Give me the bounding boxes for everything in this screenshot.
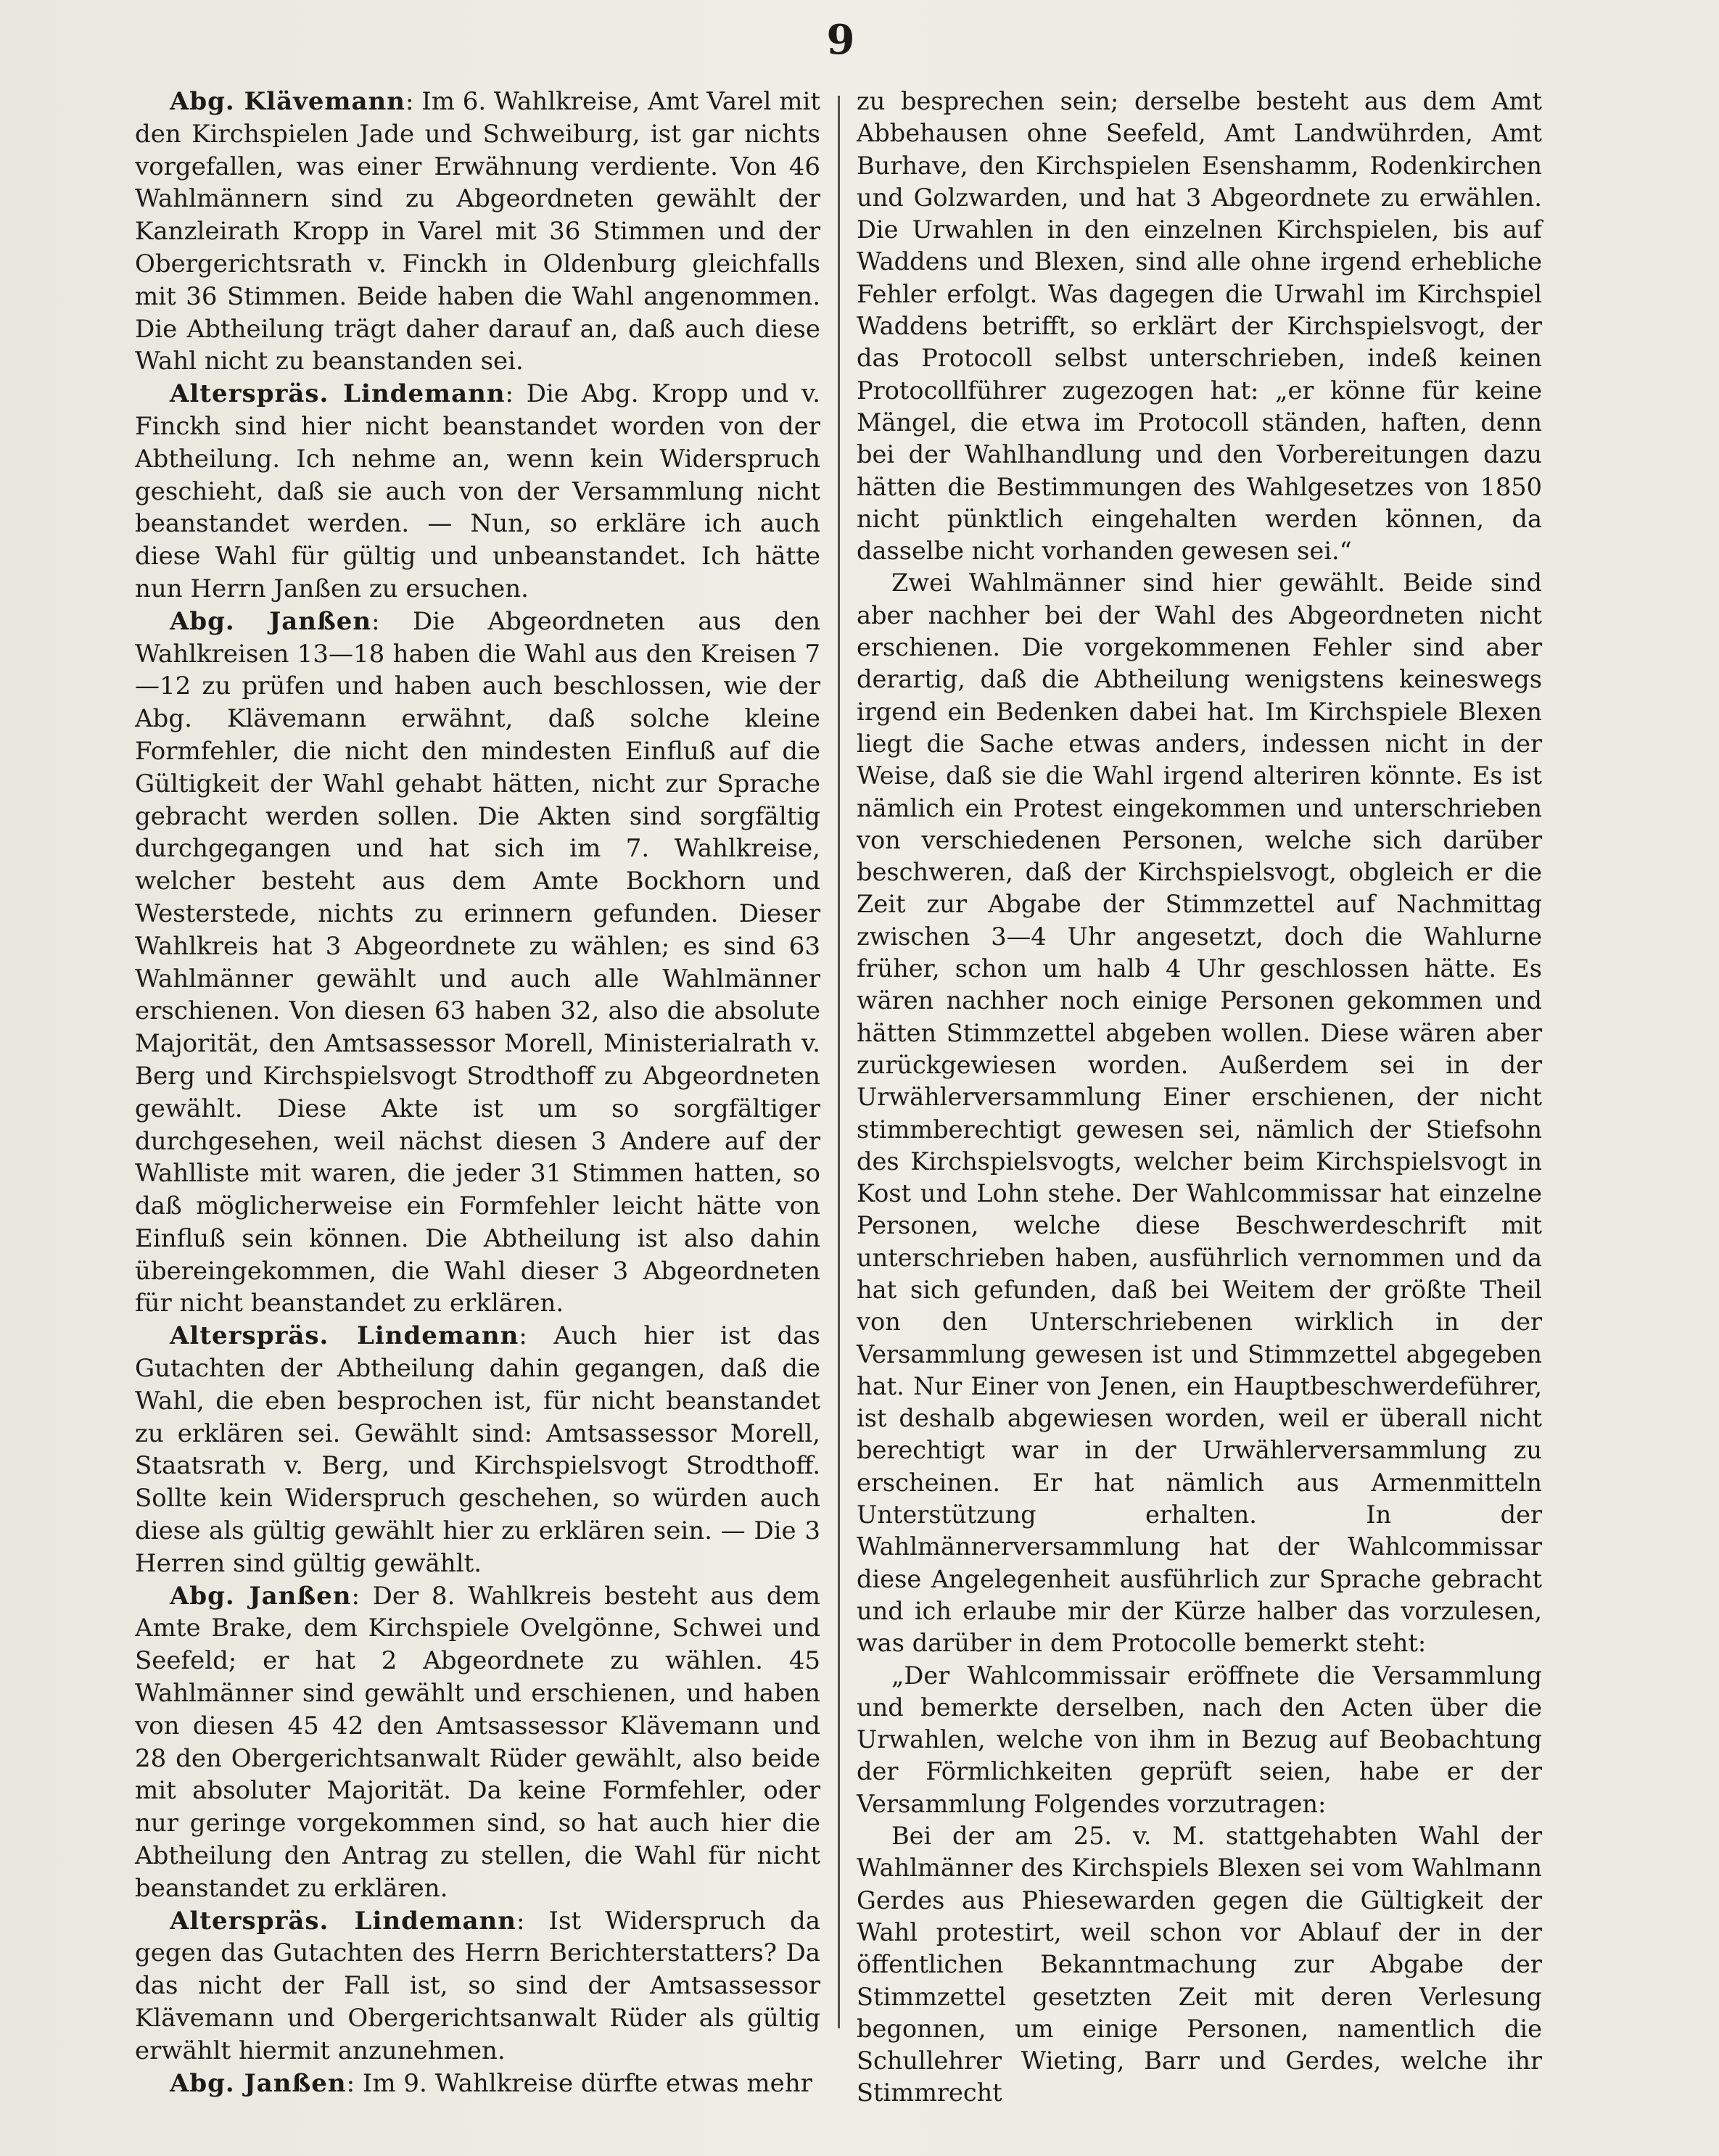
speaker-name: Alterspräs. Lindemann — [170, 379, 506, 409]
paragraph: zu besprechen sein; derselbe besteht aus dem Amt Abbehausen ohne Seefeld, Amt Landwührden, Amt Burhave, den Kirchspielen Esenshamm, Rodenkirchen und Golzwarden, und hat 3 Abgeordnete zu erwählen. Die Urwahlen in den einzelnen Kirchspielen, bis auf Waddens und Blexen, sind alle ohne irgend erhebliche Fehler erfolgt. Was dagegen die Urwahl im Kirchspiel Waddens betrifft, so erklärt der Kirchspielsvogt, der das Protocoll selbst unterschrieben, indeß keinen Protocollführer zugezogen hat: „er könne für keine Mängel, die etwa im Protocoll ständen, haften, denn bei der Wahlhandlung und den Vorbereitungen dazu hätten die Bestimmungen des Wahlgesetzes von 1850 nicht pünktlich eingehalten werden können, da dasselbe nicht vorhanden gewesen sei.“ — [857, 87, 1542, 566]
speaker-name: Alterspräs. Lindemann — [170, 1321, 519, 1351]
paragraph: „Der Wahlcommissair eröffnete die Versammlung und bemerkte derselben, nach den Acten über die Urwahlen, welche von ihm in Bezug auf Beobachtung der Förmlichkeiten geprüft seien, habe er der Versammlung Folgendes vorzutragen: — [857, 1661, 1542, 1818]
paragraph-text: : Im 6. Wahlkreise, Amt Varel mit den Kirchspielen Jade und Schweiburg, ist gar nichts vorgefallen, was einer Erwähnung verdiente. Von 46 Wahlmännern sind zu Abgeordneten gewählt der Kanzleirath Kropp in Varel mit 36 Stimmen und der Obergerichtsrath v. Finckh in Oldenburg gleichfalls mit 36 Stimmen. Beide haben die Wahl angenommen. Die Abtheilung trägt daher darauf an, daß auch diese Wahl nicht zu beanstanden sei. — [135, 87, 821, 376]
paragraph-text: : Die Abg. Kropp und v. Finckh sind hier nicht beanstandet worden von der Abtheilung. Ich nehme an, wenn kein Widerspruch geschieht, daß sie auch von der Versammlung nicht beanstandet werden. — Nun, so erkläre ich auch diese Wahl für gültig und unbeanstandet. Ich hätte nun Herrn Janßen zu ersuchen. — [135, 379, 820, 603]
paragraph: Zwei Wahlmänner sind hier gewählt. Beide sind aber nachher bei der Wahl des Abgeordneten nicht erschienen. Die vorgekommenen Fehler sind aber derartig, daß die Abtheilung wenigstens keineswegs irgend ein Bedenken dabei hat. Im Kirchspiele Blexen liegt die Sache etwas anders, indessen nicht in der Weise, daß sie die Wahl irgend alteriren könnte. Es ist nämlich ein Protest eingekommen und unterschrieben von verschiedenen Personen, welche sich darüber beschweren, daß der Kirchspielsvogt, obgleich er die Zeit zur Abgabe der Stimmzettel auf Nachmittag zwischen 3—4 Uhr angesetzt, doch die Wahlurne früher, schon um halb 4 Uhr geschlossen hätte. Es wären nachher noch einige Personen gekommen und hätten Stimmzettel abgeben wollen. Diese wären aber zurückgewiesen worden. Außerdem sei in der Urwählerversammlung Einer erschienen, der nicht stimmberechtigt gewesen sei, nämlich der Stiefsohn des Kirchspielsvogts, welcher beim Kirchspielsvogt in Kost und Lohn stehe. Der Wahlcommissar hat einzelne Personen, welche diese Beschwerdeschrift mit unterschrieben haben, ausführlich vernommen und da hat sich gefunden, daß bei Weitem der größte Theil von den Unterschriebenen wirklich in der Versammlung gewesen ist und Stimmzettel abgegeben hat. Nur Einer von Jenen, ein Hauptbeschwerdeführer, ist deshalb abgewiesen worden, weil er überall nicht berechtigt war in der Urwählerversammlung zu erscheinen. Er hat nämlich aus Armenmitteln Unterstützung erhalten. In der Wahlmännerversammlung hat der Wahlcommissar diese Angelegenheit ausführlich zur Sprache gebracht und ich erlaube mir der Kürze halber das vorzulesen, was darüber in dem Protocolle bemerkt steht: — [857, 569, 1542, 1658]
speaker-name: Abg. Janßen — [170, 1581, 352, 1611]
paragraph — [135, 378, 820, 606]
paragraph — [135, 2068, 820, 2100]
column-divider — [838, 96, 840, 2028]
paragraph-text: : Im 9. Wahlkreise dürfte etwas mehr — [346, 2068, 812, 2098]
paragraph — [135, 606, 820, 1321]
speaker-name: Abg. Janßen — [170, 2068, 347, 2098]
paragraph — [135, 1580, 820, 1905]
paragraph-text: : Ist Widerspruch da gegen das Gutachten des Herrn Berichterstatters? Da das nicht der Fall ist, so sind der Amtsassessor Klävemann und Obergerichtsanwalt Rüder als gültig erwählt hiermit anzunehmen. — [135, 1906, 820, 2065]
speaker-name: Abg. Janßen — [170, 606, 372, 636]
right-column — [857, 86, 1542, 2116]
left-column — [135, 86, 820, 2116]
paragraph: Bei der am 25. v. M. stattgehabten Wahl der Wahlmänner des Kirchspiels Blexen sei vom Wahlmann Gerdes aus Phiesewarden gegen die Gültigkeit der Wahl protestirt, weil schon vor Ablauf der in der öffentlichen Bekanntmachung zur Abgabe der Stimmzettel gesetzten Zeit mit deren Verlesung begonnen, um einige Personen, namentlich die Schullehrer Wieting, Barr und Gerdes, welche ihr Stimmrecht — [857, 1822, 1542, 2107]
paragraph-text: : Der 8. Wahlkreis besteht aus dem Amte Brake, dem Kirchspiele Ovelgönne, Schwei und Seefeld; er hat 2 Abgeordnete zu wählen. 45 Wahlmänner sind gewählt und erschienen, und haben von diesen 45 42 den Amtsassessor Klävemann und 28 den Obergerichtsanwalt Rüder gewählt, also beide mit absoluter Majorität. Da keine Formfehler, oder nur geringe vorgekommen sind, so hat auch hier die Abtheilung den Antrag zu stellen, die Wahl für nicht beanstandet zu erklären. — [135, 1581, 820, 1903]
paragraph-text: : Auch hier ist das Gutachten der Abtheilung dahin gegangen, daß die Wahl, die eben besprochen ist, für nicht beanstandet zu erklären sei. Gewählt sind: Amtsassessor Morell, Staatsrath v. Berg, und Kirchspielsvogt Strodthoff. Sollte kein Widerspruch geschehen, so würden auch diese als gültig gewählt hier zu erklären sein. — Die 3 Herren sind gültig gewählt. — [135, 1321, 820, 1578]
page-number: 9 — [826, 16, 857, 64]
speaker-name: Abg. Klävemann — [170, 87, 405, 116]
paragraph — [135, 86, 820, 378]
speaker-name: Alterspräs. Lindemann — [170, 1906, 516, 1936]
paragraph — [135, 1905, 820, 2068]
paragraph — [135, 1320, 820, 1579]
paragraph-text: : Die Abgeordneten aus den Wahlkreisen 13—18 haben die Wahl aus den Kreisen 7—12 zu prüfen und haben auch beschlossen, wie der Abg. Klävemann erwähnt, daß solche kleine Formfehler, die nicht den mindesten Einfluß auf die Gültigkeit der Wahl gehabt hätten, nicht zur Sprache gebracht werden sollen. Die Akten sind sorgfältig durchgegangen und hat sich im 7. Wahlkreise, welcher besteht aus dem Amte Bockhorn und Westerstede, nichts zu erinnern gefunden. Dieser Wahlkreis hat 3 Abgeordnete zu wählen; es sind 63 Wahlmänner gewählt und auch alle Wahlmänner erschienen. Von diesen 63 haben 32, also die absolute Majorität, den Amtsassessor Morell, Ministerialrath v. Berg und Kirchspielsvogt Strodthoff zu Abgeordneten gewählt. Diese Akte ist um so sorgfältiger durchgesehen, weil nächst diesen 3 Andere auf der Wahlliste mit waren, die jeder 31 Stimmen hatten, so daß möglicherweise ein Formfehler leicht hätte von Einfluß sein können. Die Abtheilung ist also dahin übereingekommen, die Wahl dieser 3 Abgeordneten für nicht beanstandet zu erklären. — [135, 606, 821, 1318]
